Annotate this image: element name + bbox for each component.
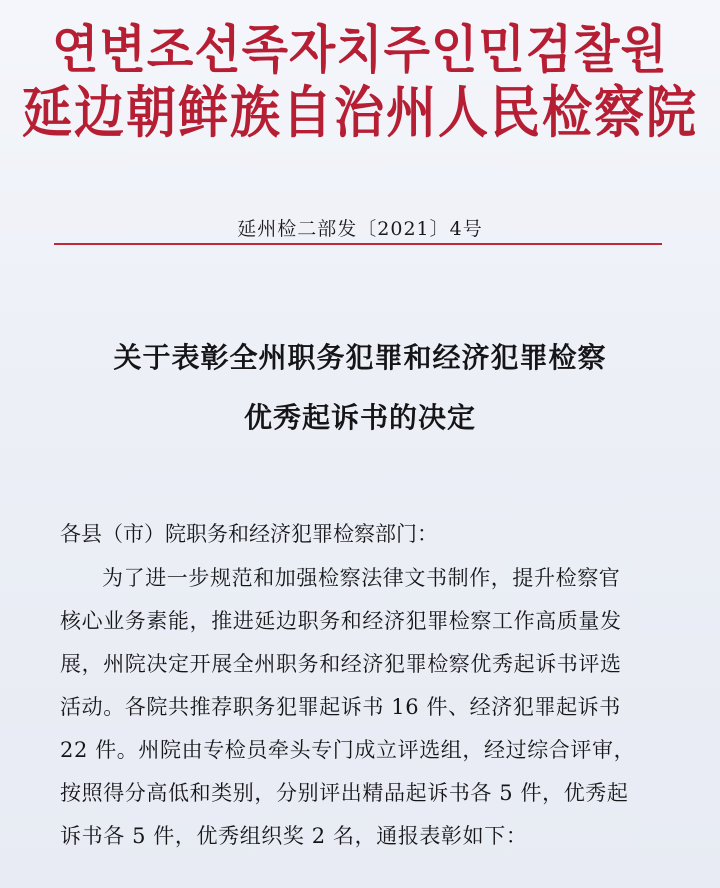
- document-title-line-1: 关于表彰全州职务犯罪和经济犯罪检察: [113, 341, 607, 374]
- document-title-line-2: 优秀起诉书的决定: [243, 401, 476, 434]
- paragraph-line: 诉书各 5 件，优秀组织奖 2 名，通报表彰如下：: [60, 824, 528, 848]
- issuer-name-chinese: 延边朝鲜族自治州人民检察院: [22, 80, 698, 146]
- paragraph-line: 展，州院决定开展全州职务和经济犯罪检察优秀起诉书评选: [60, 652, 622, 676]
- document-number: 延州检二部发〔2021〕4号: [237, 218, 483, 240]
- paragraph-line: 核心业务素能，推进延边职务和经济犯罪检察工作高质量发: [60, 609, 622, 633]
- issuer-name-korean: 연변조선족자치주인민검찰원: [52, 19, 668, 81]
- salutation: 各县（市）院职务和经济犯罪检察部门：: [60, 522, 438, 546]
- paragraph-line: 为了进一步规范和加强检察法律文书制作，提升检察官: [102, 566, 621, 590]
- header-divider: [54, 243, 662, 245]
- paragraph-line: 22 件。州院由专检员牵头专门成立评选组，经过综合评审，: [60, 738, 636, 762]
- paragraph-line: 活动。各院共推荐职务犯罪起诉书 16 件、经济犯罪起诉书: [60, 695, 621, 719]
- issuer-header: [0, 19, 720, 146]
- paragraph-line: 按照得分高低和类别，分别评出精品起诉书各 5 件，优秀起: [60, 781, 629, 805]
